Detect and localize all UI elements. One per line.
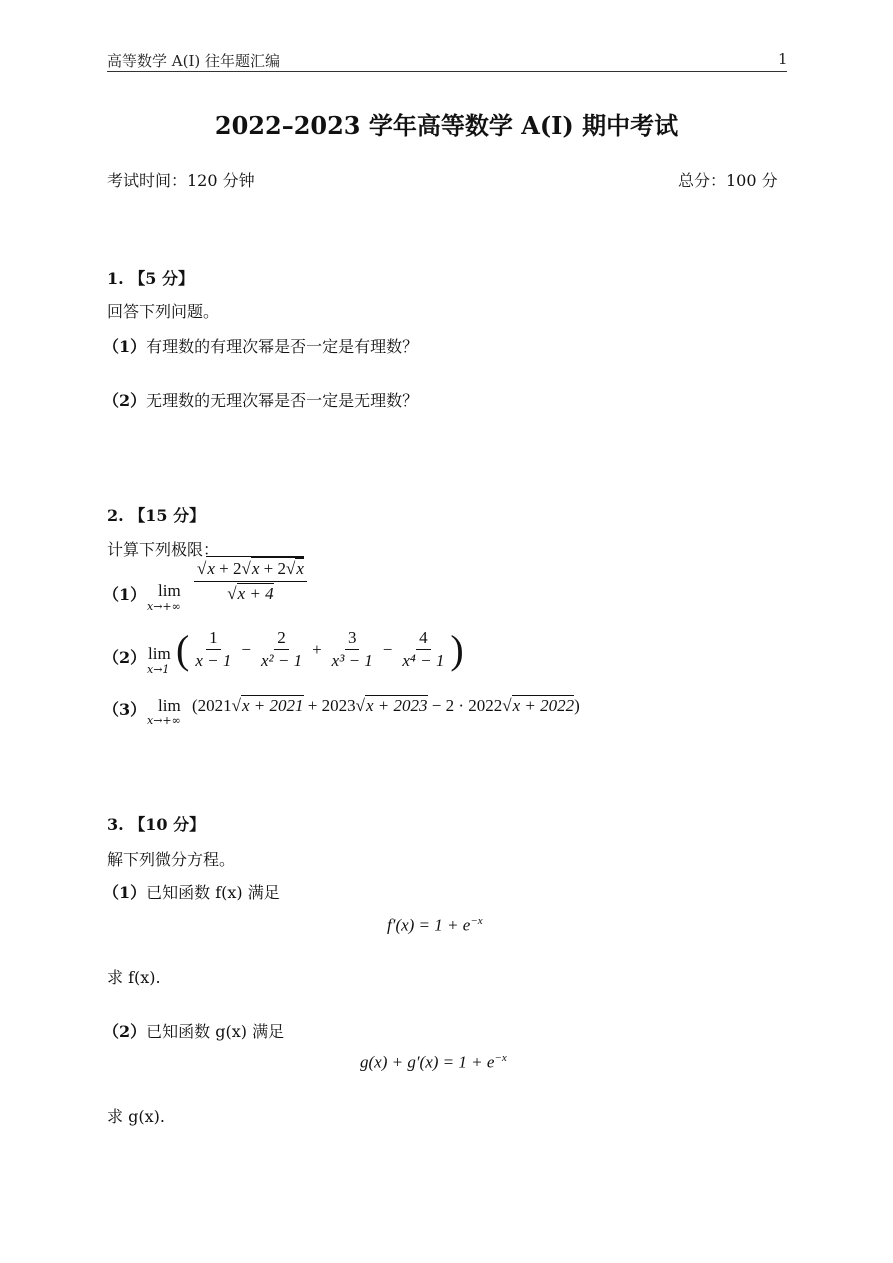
q1-heading: 1. 【5 分】 xyxy=(107,269,194,288)
limit-2-expression: ( $\frac{1}{x - 1}$ − $\frac{2}{\text{x² − 1}}$ + $\frac{3}{\text{x³ − 1}}$ − $\frac{4}{\text{x⁴ − 1}}$ ) xyxy=(176,626,464,672)
limit-2-operator: − xyxy=(241,639,251,659)
running-header: 高等数学 A(I) 往年题汇编 xyxy=(107,52,280,70)
q1-item-2-label: （2） xyxy=(103,391,147,410)
limit-2-lim: lim xyxy=(148,644,171,663)
limit-2-fraction xyxy=(399,628,447,671)
page-number: 1 xyxy=(778,50,788,68)
q3-ask-2: 求 g(x). xyxy=(107,1107,165,1126)
total-score: 总分：100 分 xyxy=(678,171,778,190)
limit-2-operator: + xyxy=(312,639,322,659)
limit-2-fraction xyxy=(329,628,376,671)
fraction-denominator: x³ − 1 xyxy=(331,651,373,670)
header-rule xyxy=(107,71,787,72)
limit-1-fraction: $\frac{√x + 2√x + 2√x}{√x + 4}$ xyxy=(194,556,307,604)
q1-item-2 xyxy=(103,388,418,411)
fraction-denominator: x − 1 xyxy=(195,651,232,670)
q2-label-1: （1） xyxy=(103,585,147,604)
fraction-denominator: x² − 1 xyxy=(260,651,303,670)
q1-item-1-text: 有理数的有理次幂是否一定是有理数？ xyxy=(146,337,419,356)
fraction-numerator: 4 xyxy=(416,628,431,650)
q2-label-2: （2） xyxy=(103,648,147,667)
q2-intro: 计算下列极限： xyxy=(107,540,220,559)
q2-heading: 2. 【15 分】 xyxy=(107,506,206,525)
limit-3-lim: lim xyxy=(158,696,181,715)
q3-intro: 解下列微分方程。 xyxy=(107,850,236,869)
q3-heading: 3. 【10 分】 xyxy=(107,815,206,834)
limit-2-fraction xyxy=(192,628,234,671)
q3-equation-2: $g(x) + g'(x) = 1 + e^{-x}$ xyxy=(360,1052,507,1072)
limit-3-sub: x→+∞ xyxy=(147,714,181,727)
q3-item-1: （1）已知函数 f(x) 满足 xyxy=(103,883,280,902)
q3-ask-1: 求 f(x). xyxy=(107,968,161,987)
q2-label-3: （3） xyxy=(103,700,147,719)
limit-2-sub: x→1 xyxy=(147,663,170,676)
q1-item-1-label: （1） xyxy=(103,337,147,356)
fraction-numerator: 1 xyxy=(206,628,221,650)
limit-2-operator: − xyxy=(382,639,393,659)
q1-intro: 回答下列问题。 xyxy=(107,302,220,321)
limit-1-lim: lim xyxy=(158,581,181,600)
exam-time: 考试时间：120 分钟 xyxy=(107,171,255,190)
q1-item-1 xyxy=(103,334,418,357)
q3-equation-1: $f'(x) = 1 + e^{-x}$ xyxy=(387,915,483,935)
limit-1-sub: x→+∞ xyxy=(147,600,181,613)
limit-3-expression: (2021√x + 2021 + 2023√x + 2023 − 2 · 2022√x + 2022) xyxy=(192,696,580,715)
fraction-numerator: 2 xyxy=(274,628,289,650)
q3-item-2: （2）已知函数 g(x) 满足 xyxy=(103,1022,285,1041)
page-title: 2022–2023 学年高等数学 A(I) 期中考试 xyxy=(214,111,679,140)
limit-2-fraction xyxy=(258,628,305,671)
fraction-denominator: x⁴ − 1 xyxy=(402,651,445,670)
fraction-numerator: 3 xyxy=(345,628,360,650)
q1-item-2-text: 无理数的无理次幂是否一定是无理数？ xyxy=(146,391,419,410)
